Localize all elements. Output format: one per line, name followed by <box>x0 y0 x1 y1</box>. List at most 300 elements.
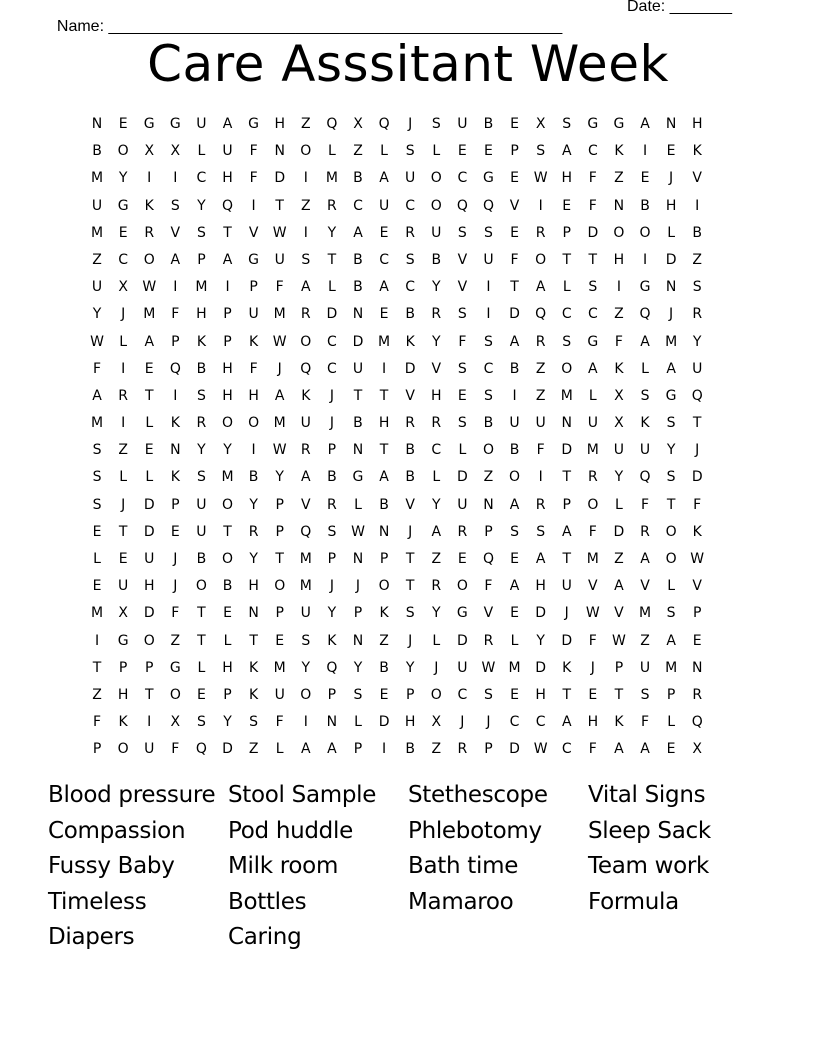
grid-letter[interactable]: K <box>379 605 389 622</box>
grid-letter[interactable]: S <box>692 279 702 296</box>
grid-letter[interactable]: B <box>405 442 415 459</box>
grid-letter[interactable]: A <box>614 578 624 595</box>
grid-letter[interactable]: I <box>173 387 178 404</box>
grid-letter[interactable]: S <box>249 714 259 731</box>
grid-letter[interactable]: M <box>143 306 156 323</box>
grid-letter[interactable]: A <box>535 551 546 567</box>
grid-letter[interactable]: E <box>562 197 572 214</box>
grid-letter[interactable]: I <box>121 415 126 432</box>
grid-letter[interactable]: T <box>692 415 702 432</box>
grid-letter[interactable]: P <box>223 686 232 703</box>
grid-letter[interactable]: U <box>352 360 364 377</box>
grid-letter[interactable]: C <box>483 360 494 377</box>
grid-letter[interactable]: U <box>196 496 207 513</box>
grid-letter[interactable]: N <box>248 605 259 622</box>
grid-letter[interactable]: Z <box>614 306 624 323</box>
grid-letter[interactable]: Q <box>482 551 494 567</box>
grid-letter[interactable]: Y <box>301 659 311 676</box>
grid-letter[interactable]: O <box>169 686 181 703</box>
grid-letter[interactable]: Q <box>195 741 207 758</box>
grid-letter[interactable]: G <box>117 197 129 214</box>
grid-letter[interactable]: F <box>171 306 180 323</box>
grid-letter[interactable]: F <box>693 496 702 513</box>
grid-letter[interactable]: G <box>665 387 677 404</box>
grid-letter[interactable]: M <box>221 469 234 486</box>
grid-letter[interactable]: X <box>353 116 363 132</box>
grid-letter[interactable]: D <box>561 442 573 459</box>
grid-letter[interactable]: W <box>272 333 287 350</box>
grid-letter[interactable]: H <box>117 686 129 703</box>
grid-letter[interactable]: V <box>614 605 624 622</box>
grid-letter[interactable]: A <box>535 279 546 296</box>
grid-letter[interactable]: K <box>692 143 702 160</box>
grid-letter[interactable]: V <box>509 197 520 214</box>
grid-letter[interactable]: N <box>613 197 625 214</box>
grid-letter[interactable]: D <box>587 224 599 241</box>
grid-letter[interactable]: H <box>222 659 233 676</box>
grid-letter[interactable]: B <box>379 659 389 676</box>
grid-letter[interactable]: B <box>327 469 337 486</box>
grid-letter[interactable]: G <box>143 116 155 132</box>
grid-letter[interactable]: B <box>196 551 207 567</box>
grid-letter[interactable]: O <box>587 496 599 513</box>
grid-letter[interactable]: E <box>118 224 128 241</box>
grid-letter[interactable]: T <box>144 387 154 404</box>
grid-letter[interactable]: B <box>509 360 520 377</box>
grid-letter[interactable]: T <box>588 251 598 268</box>
grid-letter[interactable]: O <box>274 578 286 595</box>
grid-letter[interactable]: B <box>405 306 415 323</box>
grid-letter[interactable]: M <box>560 387 573 404</box>
grid-letter[interactable]: I <box>251 197 256 214</box>
grid-letter[interactable]: V <box>301 496 311 513</box>
grid-letter[interactable]: J <box>460 714 465 731</box>
grid-letter[interactable]: H <box>248 387 259 404</box>
grid-letter[interactable]: L <box>145 469 154 486</box>
grid-letter[interactable]: G <box>248 116 260 132</box>
grid-letter[interactable]: K <box>614 360 624 377</box>
grid-letter[interactable]: S <box>353 686 363 703</box>
grid-letter[interactable]: Z <box>118 442 128 459</box>
grid-letter[interactable]: T <box>562 551 572 567</box>
grid-letter[interactable]: U <box>378 197 390 214</box>
grid-letter[interactable]: P <box>353 605 363 622</box>
grid-letter[interactable]: O <box>561 360 573 377</box>
grid-letter[interactable]: P <box>275 496 284 513</box>
grid-letter[interactable]: L <box>223 632 232 649</box>
grid-letter[interactable]: N <box>91 116 103 132</box>
grid-letter[interactable]: Z <box>353 143 363 160</box>
grid-letter[interactable]: O <box>430 197 442 214</box>
grid-letter[interactable]: P <box>197 251 206 268</box>
grid-letter[interactable]: I <box>616 279 621 296</box>
grid-letter[interactable]: X <box>144 143 155 160</box>
grid-letter[interactable]: P <box>145 659 154 676</box>
grid-letter[interactable]: O <box>117 143 129 160</box>
grid-letter[interactable]: T <box>405 578 415 595</box>
grid-letter[interactable]: X <box>535 116 546 132</box>
grid-letter[interactable]: A <box>666 360 676 377</box>
grid-letter[interactable]: A <box>614 741 624 758</box>
grid-letter[interactable]: P <box>562 496 571 513</box>
grid-letter[interactable]: W <box>272 442 287 459</box>
grid-letter[interactable]: T <box>562 469 572 486</box>
grid-letter[interactable]: U <box>196 116 207 132</box>
grid-letter[interactable]: X <box>170 143 181 160</box>
grid-letter[interactable]: L <box>432 469 441 486</box>
grid-letter[interactable]: D <box>143 523 155 540</box>
grid-letter[interactable]: J <box>355 578 361 595</box>
grid-letter[interactable]: Y <box>353 659 363 676</box>
grid-letter[interactable]: S <box>666 469 676 486</box>
grid-letter[interactable]: Q <box>169 360 181 377</box>
grid-letter[interactable]: W <box>533 741 548 758</box>
grid-letter[interactable]: L <box>510 632 519 649</box>
grid-letter[interactable]: Z <box>170 632 181 649</box>
grid-letter[interactable]: V <box>483 605 494 622</box>
grid-letter[interactable]: U <box>300 415 311 432</box>
grid-letter[interactable]: J <box>669 170 674 187</box>
grid-letter[interactable]: S <box>457 415 467 432</box>
grid-letter[interactable]: L <box>667 224 676 241</box>
grid-letter[interactable]: F <box>588 632 597 649</box>
grid-letter[interactable]: K <box>640 415 650 432</box>
grid-letter[interactable]: V <box>431 360 442 377</box>
grid-letter[interactable]: Y <box>275 469 284 486</box>
grid-letter[interactable]: Q <box>378 116 390 132</box>
grid-letter[interactable]: U <box>248 306 259 323</box>
grid-letter[interactable]: O <box>378 578 390 595</box>
grid-letter[interactable]: K <box>170 415 180 432</box>
grid-letter[interactable]: U <box>91 197 103 214</box>
grid-letter[interactable]: S <box>484 387 493 404</box>
grid-letter[interactable]: A <box>588 360 598 377</box>
grid-letter[interactable]: W <box>142 279 157 296</box>
grid-letter[interactable]: Q <box>482 197 494 214</box>
grid-letter[interactable]: N <box>378 523 390 540</box>
grid-letter[interactable]: U <box>613 442 625 459</box>
grid-letter[interactable]: C <box>327 360 337 377</box>
grid-letter[interactable]: S <box>666 605 676 622</box>
grid-letter[interactable]: C <box>587 306 598 323</box>
grid-letter[interactable]: M <box>638 605 652 622</box>
grid-letter[interactable]: I <box>538 197 543 214</box>
grid-letter[interactable]: G <box>169 116 181 132</box>
grid-letter[interactable]: S <box>666 415 676 432</box>
grid-letter[interactable]: Q <box>639 469 651 486</box>
grid-letter[interactable]: A <box>379 279 389 296</box>
grid-letter[interactable]: M <box>91 415 104 432</box>
grid-letter[interactable]: C <box>509 714 520 731</box>
grid-letter[interactable]: R <box>431 306 442 323</box>
grid-letter[interactable]: C <box>587 143 598 160</box>
grid-letter[interactable]: S <box>457 306 467 323</box>
grid-letter[interactable]: H <box>404 714 416 731</box>
grid-letter[interactable]: P <box>484 523 493 540</box>
grid-letter[interactable]: S <box>170 197 180 214</box>
grid-letter[interactable]: K <box>196 333 207 350</box>
grid-letter[interactable]: M <box>195 279 208 296</box>
grid-letter[interactable]: H <box>222 170 233 187</box>
grid-letter[interactable]: S <box>536 143 546 160</box>
grid-letter[interactable]: U <box>483 251 494 268</box>
grid-letter[interactable]: N <box>352 306 364 323</box>
grid-letter[interactable]: O <box>456 578 468 595</box>
grid-letter[interactable]: I <box>382 360 387 377</box>
grid-letter[interactable]: F <box>458 333 467 350</box>
grid-letter[interactable]: L <box>119 469 128 486</box>
grid-letter[interactable]: U <box>274 686 285 703</box>
grid-letter[interactable]: L <box>145 415 154 432</box>
grid-letter[interactable]: O <box>300 686 312 703</box>
grid-letter[interactable]: B <box>353 415 363 432</box>
grid-letter[interactable]: M <box>273 659 286 676</box>
grid-letter[interactable]: F <box>588 741 597 758</box>
grid-letter[interactable]: R <box>300 442 311 459</box>
grid-letter[interactable]: R <box>535 224 546 241</box>
grid-letter[interactable]: I <box>695 197 700 214</box>
grid-letter[interactable]: R <box>144 224 155 241</box>
grid-letter[interactable]: B <box>692 224 702 241</box>
grid-letter[interactable]: Y <box>118 170 128 187</box>
grid-letter[interactable]: S <box>562 116 572 132</box>
grid-letter[interactable]: E <box>170 523 180 540</box>
grid-letter[interactable]: D <box>691 469 703 486</box>
grid-letter[interactable]: M <box>665 333 678 350</box>
grid-letter[interactable]: S <box>196 387 206 404</box>
grid-letter[interactable]: L <box>354 714 362 731</box>
grid-letter[interactable]: S <box>457 360 467 377</box>
grid-letter[interactable]: I <box>147 170 152 187</box>
grid-letter[interactable]: B <box>405 469 415 486</box>
grid-letter[interactable]: K <box>405 333 415 350</box>
grid-letter[interactable]: F <box>484 578 493 595</box>
grid-letter[interactable]: S <box>536 523 546 540</box>
grid-letter[interactable]: W <box>585 605 600 622</box>
grid-letter[interactable]: A <box>301 741 311 758</box>
grid-letter[interactable]: G <box>639 279 651 296</box>
grid-letter[interactable]: Z <box>614 170 624 187</box>
grid-letter[interactable]: B <box>248 469 259 486</box>
grid-letter[interactable]: P <box>275 605 284 622</box>
grid-letter[interactable]: J <box>329 387 334 404</box>
grid-letter[interactable]: Z <box>92 251 102 268</box>
grid-letter[interactable]: Y <box>223 714 232 731</box>
grid-letter[interactable]: Y <box>431 279 441 296</box>
grid-letter[interactable]: S <box>457 224 467 241</box>
grid-letter[interactable]: S <box>431 116 441 132</box>
grid-letter[interactable]: S <box>640 387 650 404</box>
grid-letter[interactable]: C <box>561 741 572 758</box>
grid-letter[interactable]: D <box>378 714 390 731</box>
grid-letter[interactable]: A <box>561 523 572 540</box>
grid-letter[interactable]: F <box>640 714 650 731</box>
grid-letter[interactable]: V <box>588 578 598 595</box>
grid-letter[interactable]: H <box>613 251 625 268</box>
grid-letter[interactable]: J <box>408 116 413 132</box>
grid-letter[interactable]: W <box>690 551 705 567</box>
grid-letter[interactable]: U <box>196 523 207 540</box>
grid-letter[interactable]: U <box>509 415 520 432</box>
grid-letter[interactable]: I <box>642 143 648 160</box>
grid-letter[interactable]: U <box>300 605 311 622</box>
grid-letter[interactable]: E <box>196 686 206 703</box>
grid-letter[interactable]: Z <box>431 741 442 758</box>
grid-letter[interactable]: O <box>300 143 312 160</box>
grid-letter[interactable]: H <box>222 387 233 404</box>
grid-letter[interactable]: O <box>665 551 677 567</box>
grid-letter[interactable]: M <box>91 224 104 241</box>
grid-letter[interactable]: D <box>326 306 338 323</box>
grid-letter[interactable]: A <box>353 224 363 241</box>
grid-letter[interactable]: D <box>561 632 573 649</box>
grid-letter[interactable]: Y <box>92 306 102 323</box>
grid-letter[interactable]: A <box>92 387 102 404</box>
grid-letter[interactable]: G <box>352 469 364 486</box>
grid-letter[interactable]: O <box>613 224 625 241</box>
grid-letter[interactable]: L <box>119 333 128 350</box>
grid-letter[interactable]: N <box>274 143 285 160</box>
grid-letter[interactable]: Q <box>691 387 703 404</box>
grid-letter[interactable]: T <box>353 387 363 404</box>
grid-letter[interactable]: Z <box>640 632 650 649</box>
grid-letter[interactable]: M <box>91 170 104 187</box>
grid-letter[interactable]: O <box>143 632 155 649</box>
grid-letter[interactable]: Z <box>301 116 311 132</box>
grid-letter[interactable]: Q <box>691 714 703 731</box>
grid-letter[interactable]: E <box>457 143 467 160</box>
grid-letter[interactable]: F <box>249 143 258 160</box>
grid-letter[interactable]: R <box>692 306 703 323</box>
grid-letter[interactable]: A <box>666 632 676 649</box>
grid-letter[interactable]: R <box>196 415 207 432</box>
grid-letter[interactable]: Y <box>197 197 206 214</box>
grid-letter[interactable]: P <box>327 442 337 459</box>
grid-letter[interactable]: J <box>121 306 126 323</box>
grid-letter[interactable]: S <box>484 686 493 703</box>
grid-letter[interactable]: C <box>457 686 468 703</box>
grid-letter[interactable]: M <box>586 551 599 567</box>
grid-letter[interactable]: F <box>249 360 258 377</box>
grid-letter[interactable]: B <box>509 442 520 459</box>
grid-letter[interactable]: P <box>327 686 337 703</box>
grid-letter[interactable]: K <box>562 659 572 676</box>
grid-letter[interactable]: O <box>248 415 260 432</box>
grid-letter[interactable]: E <box>379 224 389 241</box>
grid-letter[interactable]: H <box>143 578 155 595</box>
grid-letter[interactable]: J <box>564 605 569 622</box>
grid-letter[interactable]: U <box>144 741 155 758</box>
grid-letter[interactable]: E <box>144 360 154 377</box>
grid-letter[interactable]: Q <box>535 306 547 323</box>
grid-letter[interactable]: B <box>405 741 415 758</box>
grid-letter[interactable]: V <box>405 387 415 404</box>
grid-letter[interactable]: T <box>275 551 284 567</box>
grid-letter[interactable]: Y <box>223 442 232 459</box>
grid-letter[interactable]: F <box>93 360 102 377</box>
grid-letter[interactable]: E <box>144 442 154 459</box>
grid-letter[interactable]: T <box>197 605 206 622</box>
grid-letter[interactable]: B <box>353 279 363 296</box>
grid-letter[interactable]: U <box>457 116 468 132</box>
grid-letter[interactable]: H <box>378 415 390 432</box>
grid-letter[interactable]: J <box>434 659 439 676</box>
grid-letter[interactable]: T <box>118 523 128 540</box>
grid-letter[interactable]: N <box>665 279 677 296</box>
grid-letter[interactable]: U <box>431 224 442 241</box>
grid-letter[interactable]: F <box>510 251 519 268</box>
grid-letter[interactable]: T <box>275 197 284 214</box>
grid-letter[interactable]: A <box>379 170 389 187</box>
grid-letter[interactable]: E <box>510 605 519 622</box>
grid-letter[interactable]: J <box>408 632 413 649</box>
grid-letter[interactable]: M <box>273 306 286 323</box>
grid-letter[interactable]: U <box>274 251 285 268</box>
grid-letter[interactable]: I <box>251 442 256 459</box>
grid-letter[interactable]: X <box>692 741 702 758</box>
grid-letter[interactable]: Z <box>692 251 702 268</box>
grid-letter[interactable]: M <box>665 659 678 676</box>
grid-letter[interactable]: H <box>587 714 599 731</box>
grid-letter[interactable]: G <box>248 251 260 268</box>
grid-letter[interactable]: D <box>665 251 677 268</box>
grid-letter[interactable]: S <box>588 279 598 296</box>
grid-letter[interactable]: L <box>380 143 388 160</box>
grid-letter[interactable]: U <box>587 415 598 432</box>
grid-letter[interactable]: R <box>535 496 546 513</box>
grid-letter[interactable]: T <box>223 523 232 540</box>
grid-letter[interactable]: M <box>299 578 312 595</box>
grid-letter[interactable]: K <box>249 333 259 350</box>
grid-letter[interactable]: L <box>588 387 597 404</box>
grid-letter[interactable]: N <box>665 116 677 132</box>
grid-letter[interactable]: U <box>639 659 651 676</box>
grid-letter[interactable]: P <box>510 143 519 160</box>
grid-letter[interactable]: B <box>353 251 363 268</box>
grid-letter[interactable]: A <box>144 333 155 350</box>
grid-letter[interactable]: I <box>147 714 152 731</box>
grid-letter[interactable]: O <box>222 551 234 567</box>
grid-letter[interactable]: Q <box>222 197 234 214</box>
grid-letter[interactable]: J <box>173 578 178 595</box>
grid-letter[interactable]: P <box>223 306 232 323</box>
grid-letter[interactable]: E <box>588 686 598 703</box>
grid-letter[interactable]: B <box>353 170 363 187</box>
grid-letter[interactable]: R <box>483 632 494 649</box>
grid-letter[interactable]: D <box>456 632 468 649</box>
grid-letter[interactable]: K <box>692 523 702 540</box>
grid-letter[interactable]: M <box>91 605 104 622</box>
grid-letter[interactable]: W <box>272 224 287 241</box>
grid-letter[interactable]: W <box>533 170 548 187</box>
grid-letter[interactable]: R <box>405 415 416 432</box>
grid-letter[interactable]: N <box>691 659 703 676</box>
grid-letter[interactable]: R <box>457 741 468 758</box>
grid-letter[interactable]: B <box>379 496 389 513</box>
grid-letter[interactable]: R <box>431 415 442 432</box>
grid-letter[interactable]: T <box>562 251 572 268</box>
grid-letter[interactable]: C <box>118 251 129 268</box>
grid-letter[interactable]: E <box>379 686 389 703</box>
grid-letter[interactable]: F <box>614 333 623 350</box>
grid-letter[interactable]: T <box>92 659 102 676</box>
grid-letter[interactable]: L <box>275 741 284 758</box>
grid-letter[interactable]: D <box>222 741 233 758</box>
grid-letter[interactable]: I <box>512 387 517 404</box>
grid-letter[interactable]: O <box>535 251 547 268</box>
grid-letter[interactable]: L <box>432 143 441 160</box>
grid-letter[interactable]: R <box>405 224 416 241</box>
